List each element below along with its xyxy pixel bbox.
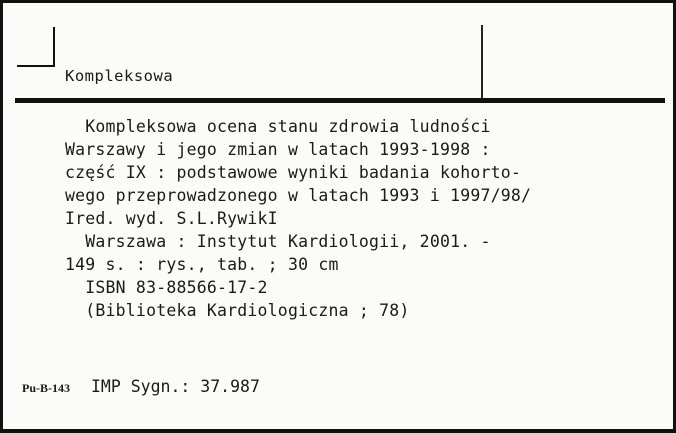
bib-line-part: część IX : podstawowe wyniki badania kohorto- [65,163,522,182]
vertical-rule [481,25,483,99]
bibliographic-description [65,115,665,322]
library-stamp: Pu-B-143 [22,381,70,395]
bib-line-series: (Biblioteka Kardiologiczna ; 78) [65,301,410,320]
call-number: IMP Sygn.: 37.987 [91,377,260,396]
bib-line-title: Kompleksowa ocena stanu zdrowia ludności [65,117,491,136]
bib-line-editor: Ired. wyd. S.L.RywikI [65,209,278,228]
horizontal-rule [15,98,665,103]
card-heading: Kompleksowa [65,67,174,85]
bib-line-title-cont: Warszawy i jego zmian w latach 1993-1998 : [65,140,491,159]
bib-line-physical: 149 s. : rys., tab. ; 30 cm [65,255,339,274]
bib-line-part-cont: wego przeprowadzonego w latach 1993 i 1997/98/ [65,186,532,205]
corner-mark [17,27,55,67]
bib-line-isbn: ISBN 83-88566-17-2 [65,278,268,297]
bib-line-publisher: Warszawa : Instytut Kardiologii, 2001. - [65,232,491,251]
